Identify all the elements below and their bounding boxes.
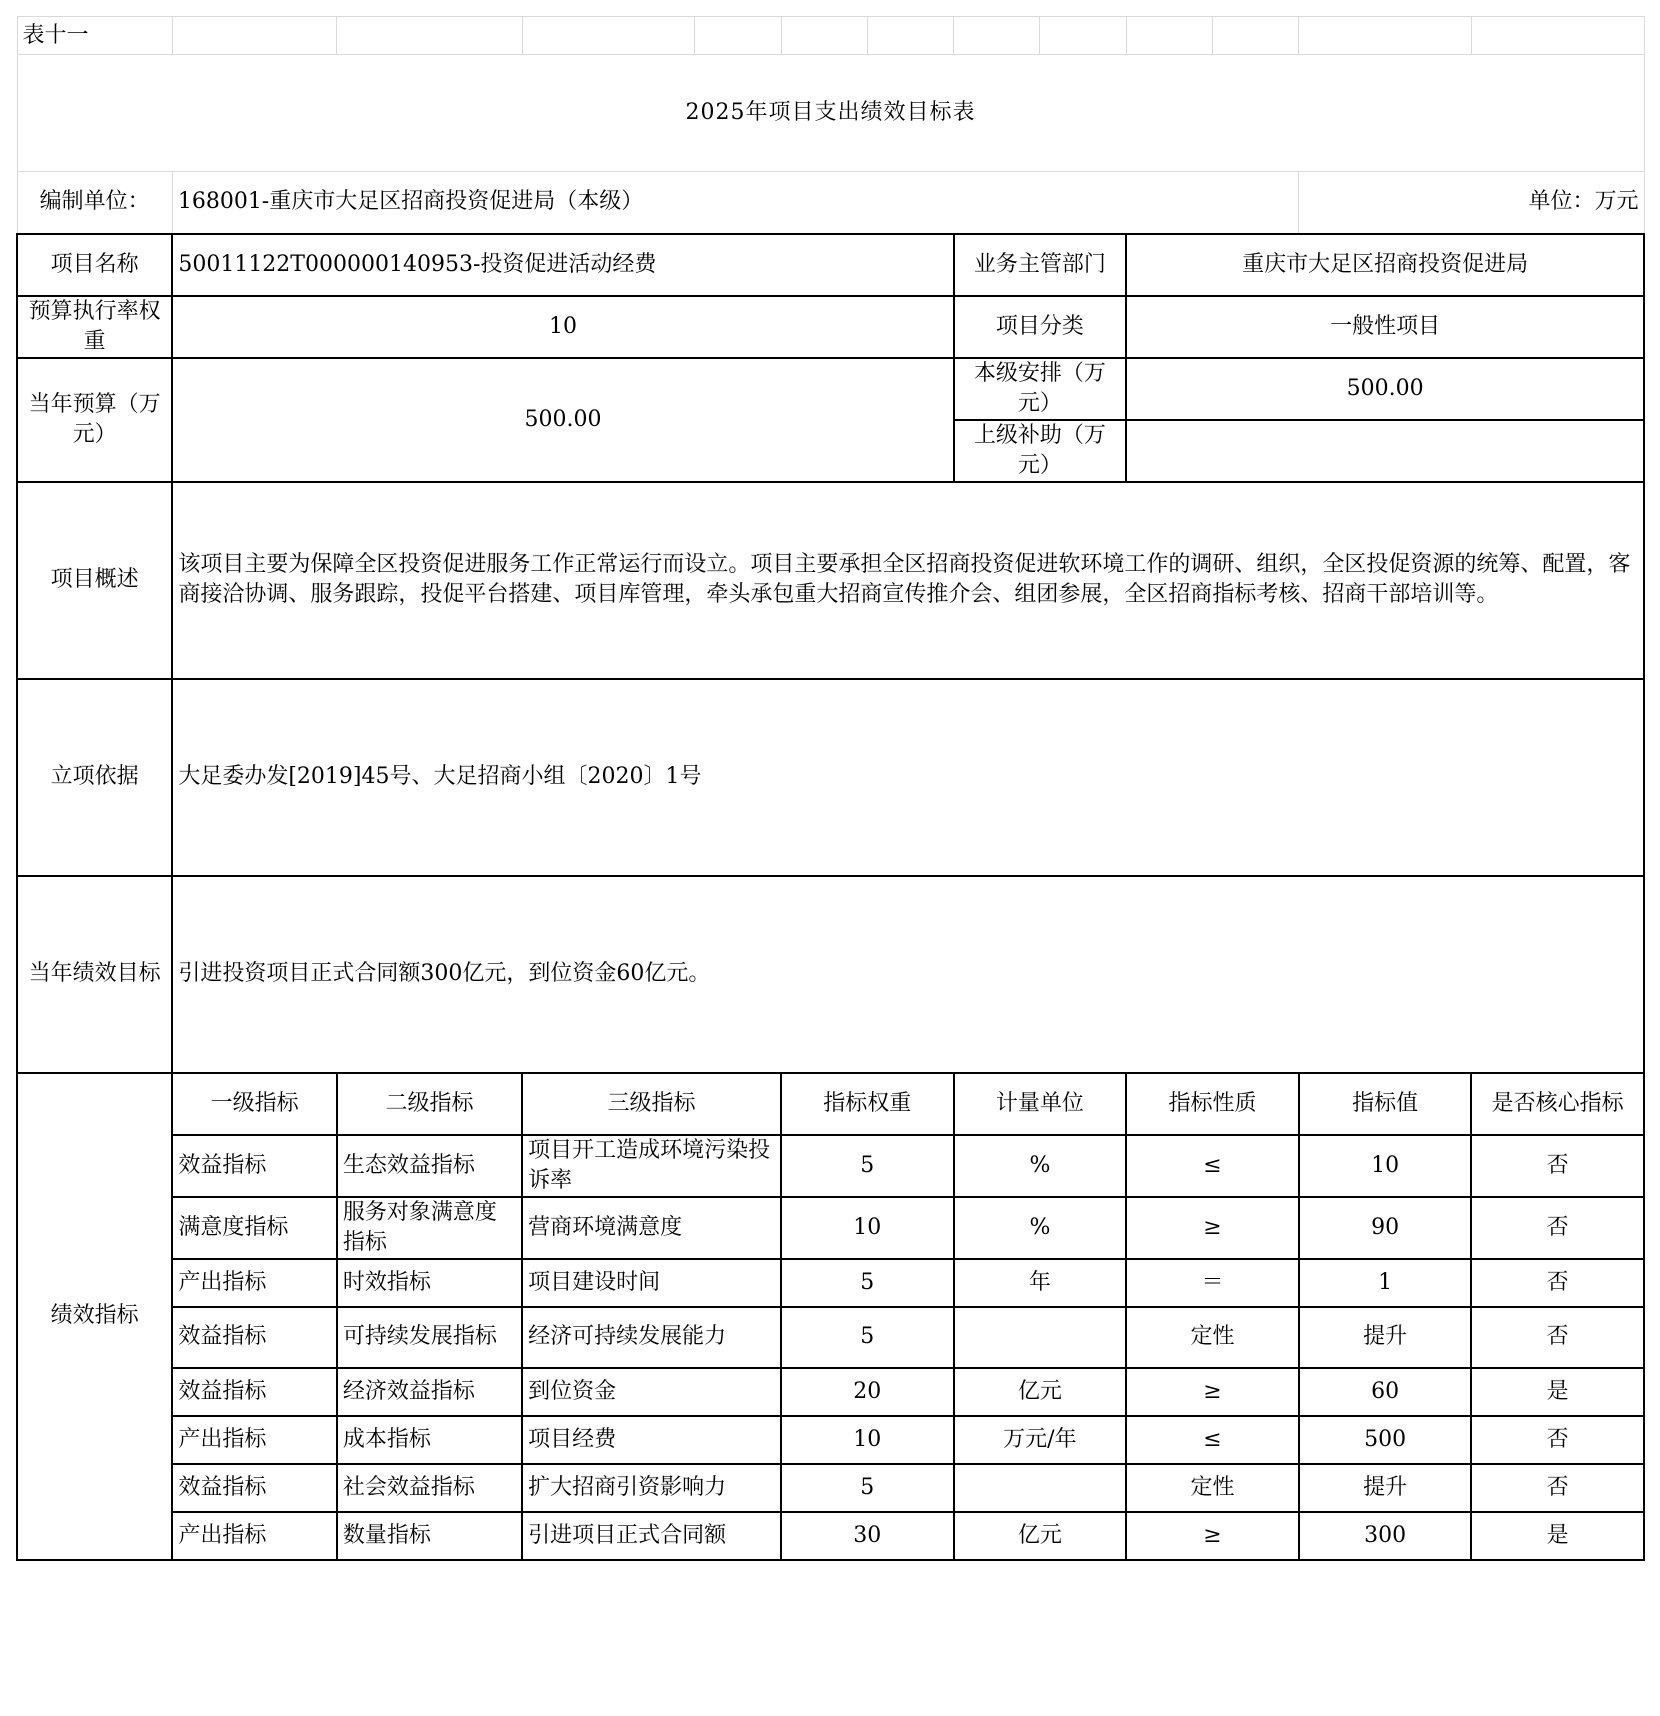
cell-value: 提升 — [1299, 1464, 1472, 1512]
basis-value: 大足委办发[2019]45号、大足招商小组〔2020〕1号 — [172, 679, 1644, 876]
cell-core: 否 — [1471, 1259, 1644, 1307]
cell-unit: % — [954, 1197, 1127, 1259]
cell-nature: ＝ — [1126, 1259, 1299, 1307]
category-label: 项目分类 — [954, 296, 1127, 358]
compile-unit-row — [17, 172, 1644, 234]
cell-level1: 满意度指标 — [172, 1197, 337, 1259]
header-value: 指标值 — [1299, 1073, 1472, 1135]
cell-level1: 产出指标 — [172, 1416, 337, 1464]
cell-weight: 5 — [781, 1259, 954, 1307]
cell-level3: 到位资金 — [522, 1368, 781, 1416]
superior-subsidy-label: 上级补助（万元） — [954, 420, 1127, 482]
table-row — [17, 1512, 1644, 1560]
cell-nature: ≤ — [1126, 1135, 1299, 1197]
header-level1: 一级指标 — [172, 1073, 337, 1135]
cell-unit — [954, 1464, 1127, 1512]
title-row — [17, 55, 1644, 172]
cell-weight: 30 — [781, 1512, 954, 1560]
cell-level1: 产出指标 — [172, 1512, 337, 1560]
cell-core: 否 — [1471, 1307, 1644, 1368]
cell-level1: 效益指标 — [172, 1368, 337, 1416]
cell-value: 10 — [1299, 1135, 1472, 1197]
category-value: 一般性项目 — [1126, 296, 1644, 358]
header-level2: 二级指标 — [337, 1073, 522, 1135]
cell-level2: 成本指标 — [337, 1416, 522, 1464]
cell-weight: 5 — [781, 1464, 954, 1512]
cell-core: 否 — [1471, 1135, 1644, 1197]
cell-level3: 项目建设时间 — [522, 1259, 781, 1307]
table-row — [17, 1135, 1644, 1197]
cell-unit — [954, 1307, 1127, 1368]
superior-subsidy-value — [1126, 420, 1644, 482]
cell-core: 是 — [1471, 1368, 1644, 1416]
cell-weight: 5 — [781, 1135, 954, 1197]
cell-weight: 5 — [781, 1307, 954, 1368]
budget-label: 当年预算（万元） — [17, 358, 172, 482]
cell-nature: 定性 — [1126, 1307, 1299, 1368]
project-name-label: 项目名称 — [17, 234, 172, 296]
cell-value: 500 — [1299, 1416, 1472, 1464]
header-weight: 指标权重 — [781, 1073, 954, 1135]
cell-level2: 经济效益指标 — [337, 1368, 522, 1416]
project-name-row — [17, 234, 1644, 296]
table-row — [17, 1259, 1644, 1307]
performance-target-table — [16, 16, 1645, 1561]
cell-level3: 扩大招商引资影响力 — [522, 1464, 781, 1512]
department-label: 业务主管部门 — [954, 234, 1127, 296]
header-nature: 指标性质 — [1126, 1073, 1299, 1135]
cell-weight: 10 — [781, 1416, 954, 1464]
sheet-label: 表十一 — [17, 17, 172, 55]
table-row — [17, 1416, 1644, 1464]
cell-level2: 数量指标 — [337, 1512, 522, 1560]
indicators-section-label: 绩效指标 — [17, 1073, 172, 1560]
overview-row — [17, 482, 1644, 679]
header-core: 是否核心指标 — [1471, 1073, 1644, 1135]
cell-level1: 效益指标 — [172, 1464, 337, 1512]
cell-nature: ≥ — [1126, 1197, 1299, 1259]
cell-core: 是 — [1471, 1512, 1644, 1560]
cell-level3: 项目开工造成环境污染投诉率 — [522, 1135, 781, 1197]
cell-level2: 可持续发展指标 — [337, 1307, 522, 1368]
cell-level2: 社会效益指标 — [337, 1464, 522, 1512]
table-row — [17, 1307, 1644, 1368]
cell-level3: 项目经费 — [522, 1416, 781, 1464]
cell-unit: 年 — [954, 1259, 1127, 1307]
cell-nature: ≥ — [1126, 1512, 1299, 1560]
header-level3: 三级指标 — [522, 1073, 781, 1135]
goal-value: 引进投资项目正式合同额300亿元，到位资金60亿元。 — [172, 876, 1644, 1073]
compile-unit-label: 编制单位： — [17, 172, 172, 234]
cell-core: 否 — [1471, 1197, 1644, 1259]
project-name-value: 50011122T000000140953-投资促进活动经费 — [172, 234, 953, 296]
table-row — [17, 1368, 1644, 1416]
cell-nature: ≤ — [1126, 1416, 1299, 1464]
local-arrangement-label: 本级安排（万元） — [954, 358, 1127, 420]
weight-label: 预算执行率权重 — [17, 296, 172, 358]
cell-core: 否 — [1471, 1416, 1644, 1464]
table-row — [17, 1197, 1644, 1259]
cell-level1: 效益指标 — [172, 1307, 337, 1368]
cell-unit: 亿元 — [954, 1368, 1127, 1416]
cell-weight: 20 — [781, 1368, 954, 1416]
cell-value: 300 — [1299, 1512, 1472, 1560]
cell-unit: % — [954, 1135, 1127, 1197]
cell-value: 提升 — [1299, 1307, 1472, 1368]
cell-nature: 定性 — [1126, 1464, 1299, 1512]
cell-level2: 服务对象满意度指标 — [337, 1197, 522, 1259]
department-value: 重庆市大足区招商投资促进局 — [1126, 234, 1644, 296]
cell-level2: 生态效益指标 — [337, 1135, 522, 1197]
weight-value: 10 — [172, 296, 953, 358]
goal-row — [17, 876, 1644, 1073]
goal-label: 当年绩效目标 — [17, 876, 172, 1073]
indicator-header-row — [17, 1073, 1644, 1135]
cell-value: 60 — [1299, 1368, 1472, 1416]
overview-label: 项目概述 — [17, 482, 172, 679]
cell-unit: 万元/年 — [954, 1416, 1127, 1464]
cell-value: 1 — [1299, 1259, 1472, 1307]
page-title: 2025年项目支出绩效目标表 — [17, 55, 1644, 172]
weight-row — [17, 296, 1644, 358]
overview-value: 该项目主要为保障全区投资促进服务工作正常运行而设立。项目主要承担全区招商投资促进软环境工作的调研、组织，全区投促资源的统筹、配置，客商接洽协调、服务跟踪，投促平台搭建、项目库管理，牵头承包重大招商宣传推介会、组团参展，全区招商指标考核、招商干部培训等。 — [172, 482, 1644, 679]
cell-level3: 营商环境满意度 — [522, 1197, 781, 1259]
cell-level1: 效益指标 — [172, 1135, 337, 1197]
basis-label: 立项依据 — [17, 679, 172, 876]
compile-unit-value: 168001-重庆市大足区招商投资促进局（本级） — [172, 172, 1298, 234]
cell-value: 90 — [1299, 1197, 1472, 1259]
local-arrangement-value: 500.00 — [1126, 358, 1644, 420]
sheet-label-row — [17, 17, 1644, 55]
table-row — [17, 1464, 1644, 1512]
cell-core: 否 — [1471, 1464, 1644, 1512]
budget-row — [17, 358, 1644, 420]
cell-unit: 亿元 — [954, 1512, 1127, 1560]
header-unit: 计量单位 — [954, 1073, 1127, 1135]
budget-value: 500.00 — [172, 358, 953, 482]
currency-unit: 单位：万元 — [1299, 172, 1644, 234]
cell-level1: 产出指标 — [172, 1259, 337, 1307]
basis-row — [17, 679, 1644, 876]
cell-level3: 引进项目正式合同额 — [522, 1512, 781, 1560]
cell-level3: 经济可持续发展能力 — [522, 1307, 781, 1368]
cell-level2: 时效指标 — [337, 1259, 522, 1307]
cell-weight: 10 — [781, 1197, 954, 1259]
cell-nature: ≥ — [1126, 1368, 1299, 1416]
